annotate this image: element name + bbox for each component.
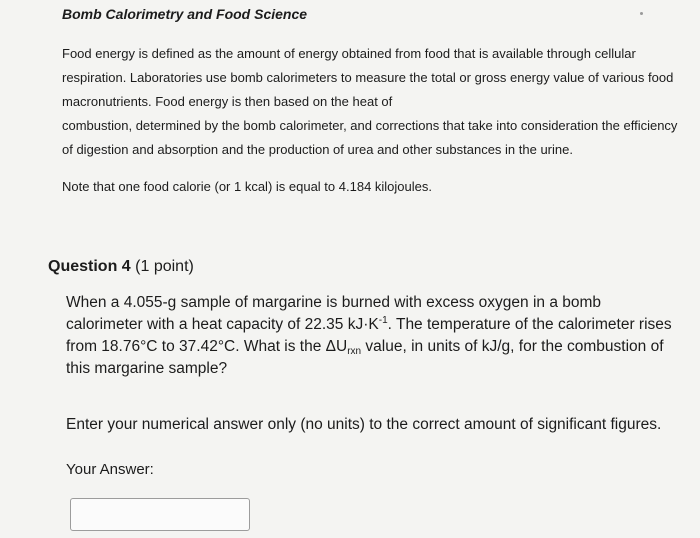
question-text-part-1: When a 4.055-g sample of margarine is burned with excess oxygen in a bomb calorimeter with a heat capacity of 22.35 kJ·K bbox=[66, 294, 602, 333]
question-text bbox=[66, 292, 678, 380]
intro-paragraph-1: Food energy is defined as the amount of energy obtained from food that is available through cellular respiration. Laboratories use bomb calorimeters to measure the total or gross energy value of various food macronutrients. Food energy is then based on the heat of bbox=[62, 46, 674, 109]
decorative-dot bbox=[640, 12, 643, 15]
answer-label: Your Answer: bbox=[66, 461, 154, 478]
question-header bbox=[48, 258, 194, 276]
delta-u-subscript: rxn bbox=[347, 346, 362, 357]
heat-capacity-exponent: -1 bbox=[378, 315, 388, 326]
intro-body bbox=[62, 42, 687, 162]
question-text-part-2: . The temperature of the calorimeter rises from 18.76°C to 37.42°C. What is the ΔU bbox=[66, 316, 672, 355]
question-text-part-3: value, in units of kJ/g, for the combustion of this margarine sample? bbox=[66, 338, 664, 377]
answer-instructions: Enter your numerical answer only (no units) to the correct amount of significant figures. bbox=[66, 416, 662, 433]
intro-paragraph-2: combustion, determined by the bomb calorimeter, and corrections that take into consideration the efficiency of digestion and absorption and the production of urea and other substances in the urine. bbox=[62, 118, 678, 157]
intro-note: Note that one food calorie (or 1 kcal) is equal to 4.184 kilojoules. bbox=[62, 179, 432, 194]
question-points: (1 point) bbox=[135, 258, 194, 275]
intro-title: Bomb Calorimetry and Food Science bbox=[62, 6, 308, 22]
answer-input[interactable] bbox=[70, 498, 250, 531]
question-title: Question 4 bbox=[48, 258, 131, 275]
